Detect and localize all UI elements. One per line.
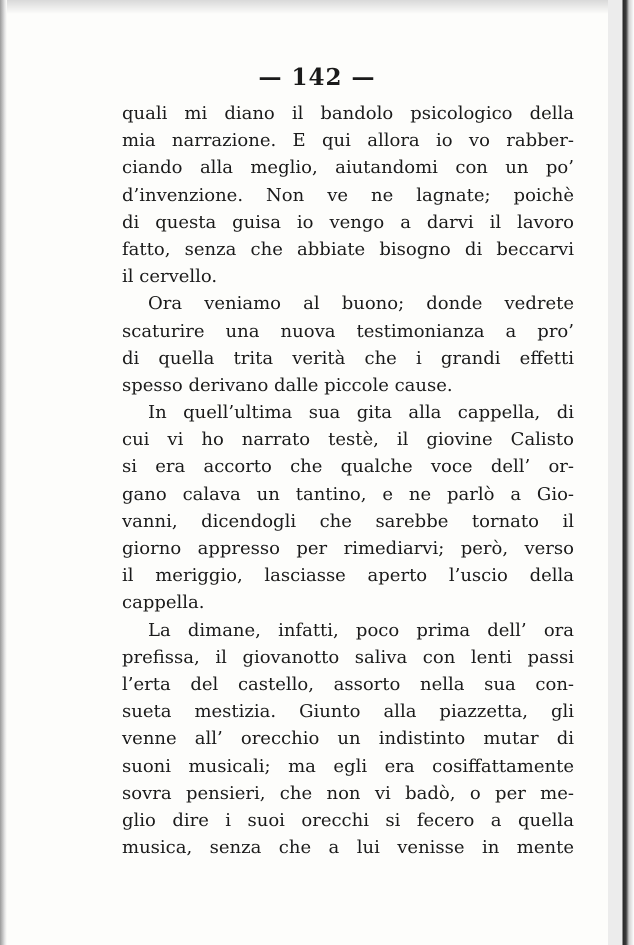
text-line: Ora veniamo al buono; donde vedrete <box>148 293 574 315</box>
text-line: musica, senza che a lui venisse in mente <box>122 837 574 859</box>
text-line: sueta mestizia. Giunto alla piazzetta, gli <box>122 701 574 723</box>
text-line: giorno appresso per rimediarvi; però, verso <box>122 538 574 559</box>
text-line: di quella trita verità che i grandi effetti <box>122 347 574 369</box>
text-line: cui vi ho narrato testè, il giovine Calisto <box>122 429 574 451</box>
text-line: In quell’ultima sua gita alla cappella, di <box>148 402 574 424</box>
text-line: fatto, senza che abbiate bisogno di beccarvi <box>122 238 574 260</box>
page-number: — 142 — <box>258 64 376 91</box>
text-line: l’erta del castello, assorto nella sua con- <box>122 673 574 695</box>
text-line: sovra pensieri, che non vi badò, o per me- <box>122 782 574 804</box>
text-line: ciando alla meglio, aiutandomi con un po’ <box>122 157 574 179</box>
text-line: gano calava un tantino, e ne parlò a Gio- <box>122 483 574 505</box>
text-line: scaturire una nuova testimonianza a pro’ <box>122 320 574 342</box>
text-line: suoni musicali; ma egli era cosiffattamente <box>122 755 574 777</box>
text-line: quali mi diano il bandolo psicologico della <box>122 103 574 124</box>
left-gutter-shadow <box>0 0 7 945</box>
text-line: di questa guisa io vengo a darvi il lavoro <box>122 211 574 233</box>
text-line: vanni, dicendogli che sarebbe tornato il <box>122 510 574 532</box>
text-line: prefissa, il giovanotto saliva con lenti passi <box>122 646 574 668</box>
text-line: spesso derivano dalle piccole cause. <box>122 374 453 396</box>
top-edge-shadow <box>0 0 608 14</box>
right-page-edge <box>608 0 634 945</box>
text-line: mia narrazione. E qui allora io vo rabber- <box>122 130 574 152</box>
body-text <box>122 100 574 861</box>
text-line: si era accorto che qualche voce dell’ or- <box>122 456 574 478</box>
text-line: La dimane, infatti, poco prima dell’ ora <box>148 619 574 641</box>
text-line: glio dire i suoi orecchi si fecero a quella <box>122 809 574 831</box>
text-line: cappella. <box>122 592 205 614</box>
text-line: venne all’ orecchio un indistinto mutar di <box>122 728 574 750</box>
text-line: il meriggio, lasciasse aperto l’uscio della <box>122 565 574 587</box>
text-line: d’invenzione. Non ve ne lagnate; poichè <box>122 184 574 206</box>
text-line: il cervello. <box>122 266 218 288</box>
